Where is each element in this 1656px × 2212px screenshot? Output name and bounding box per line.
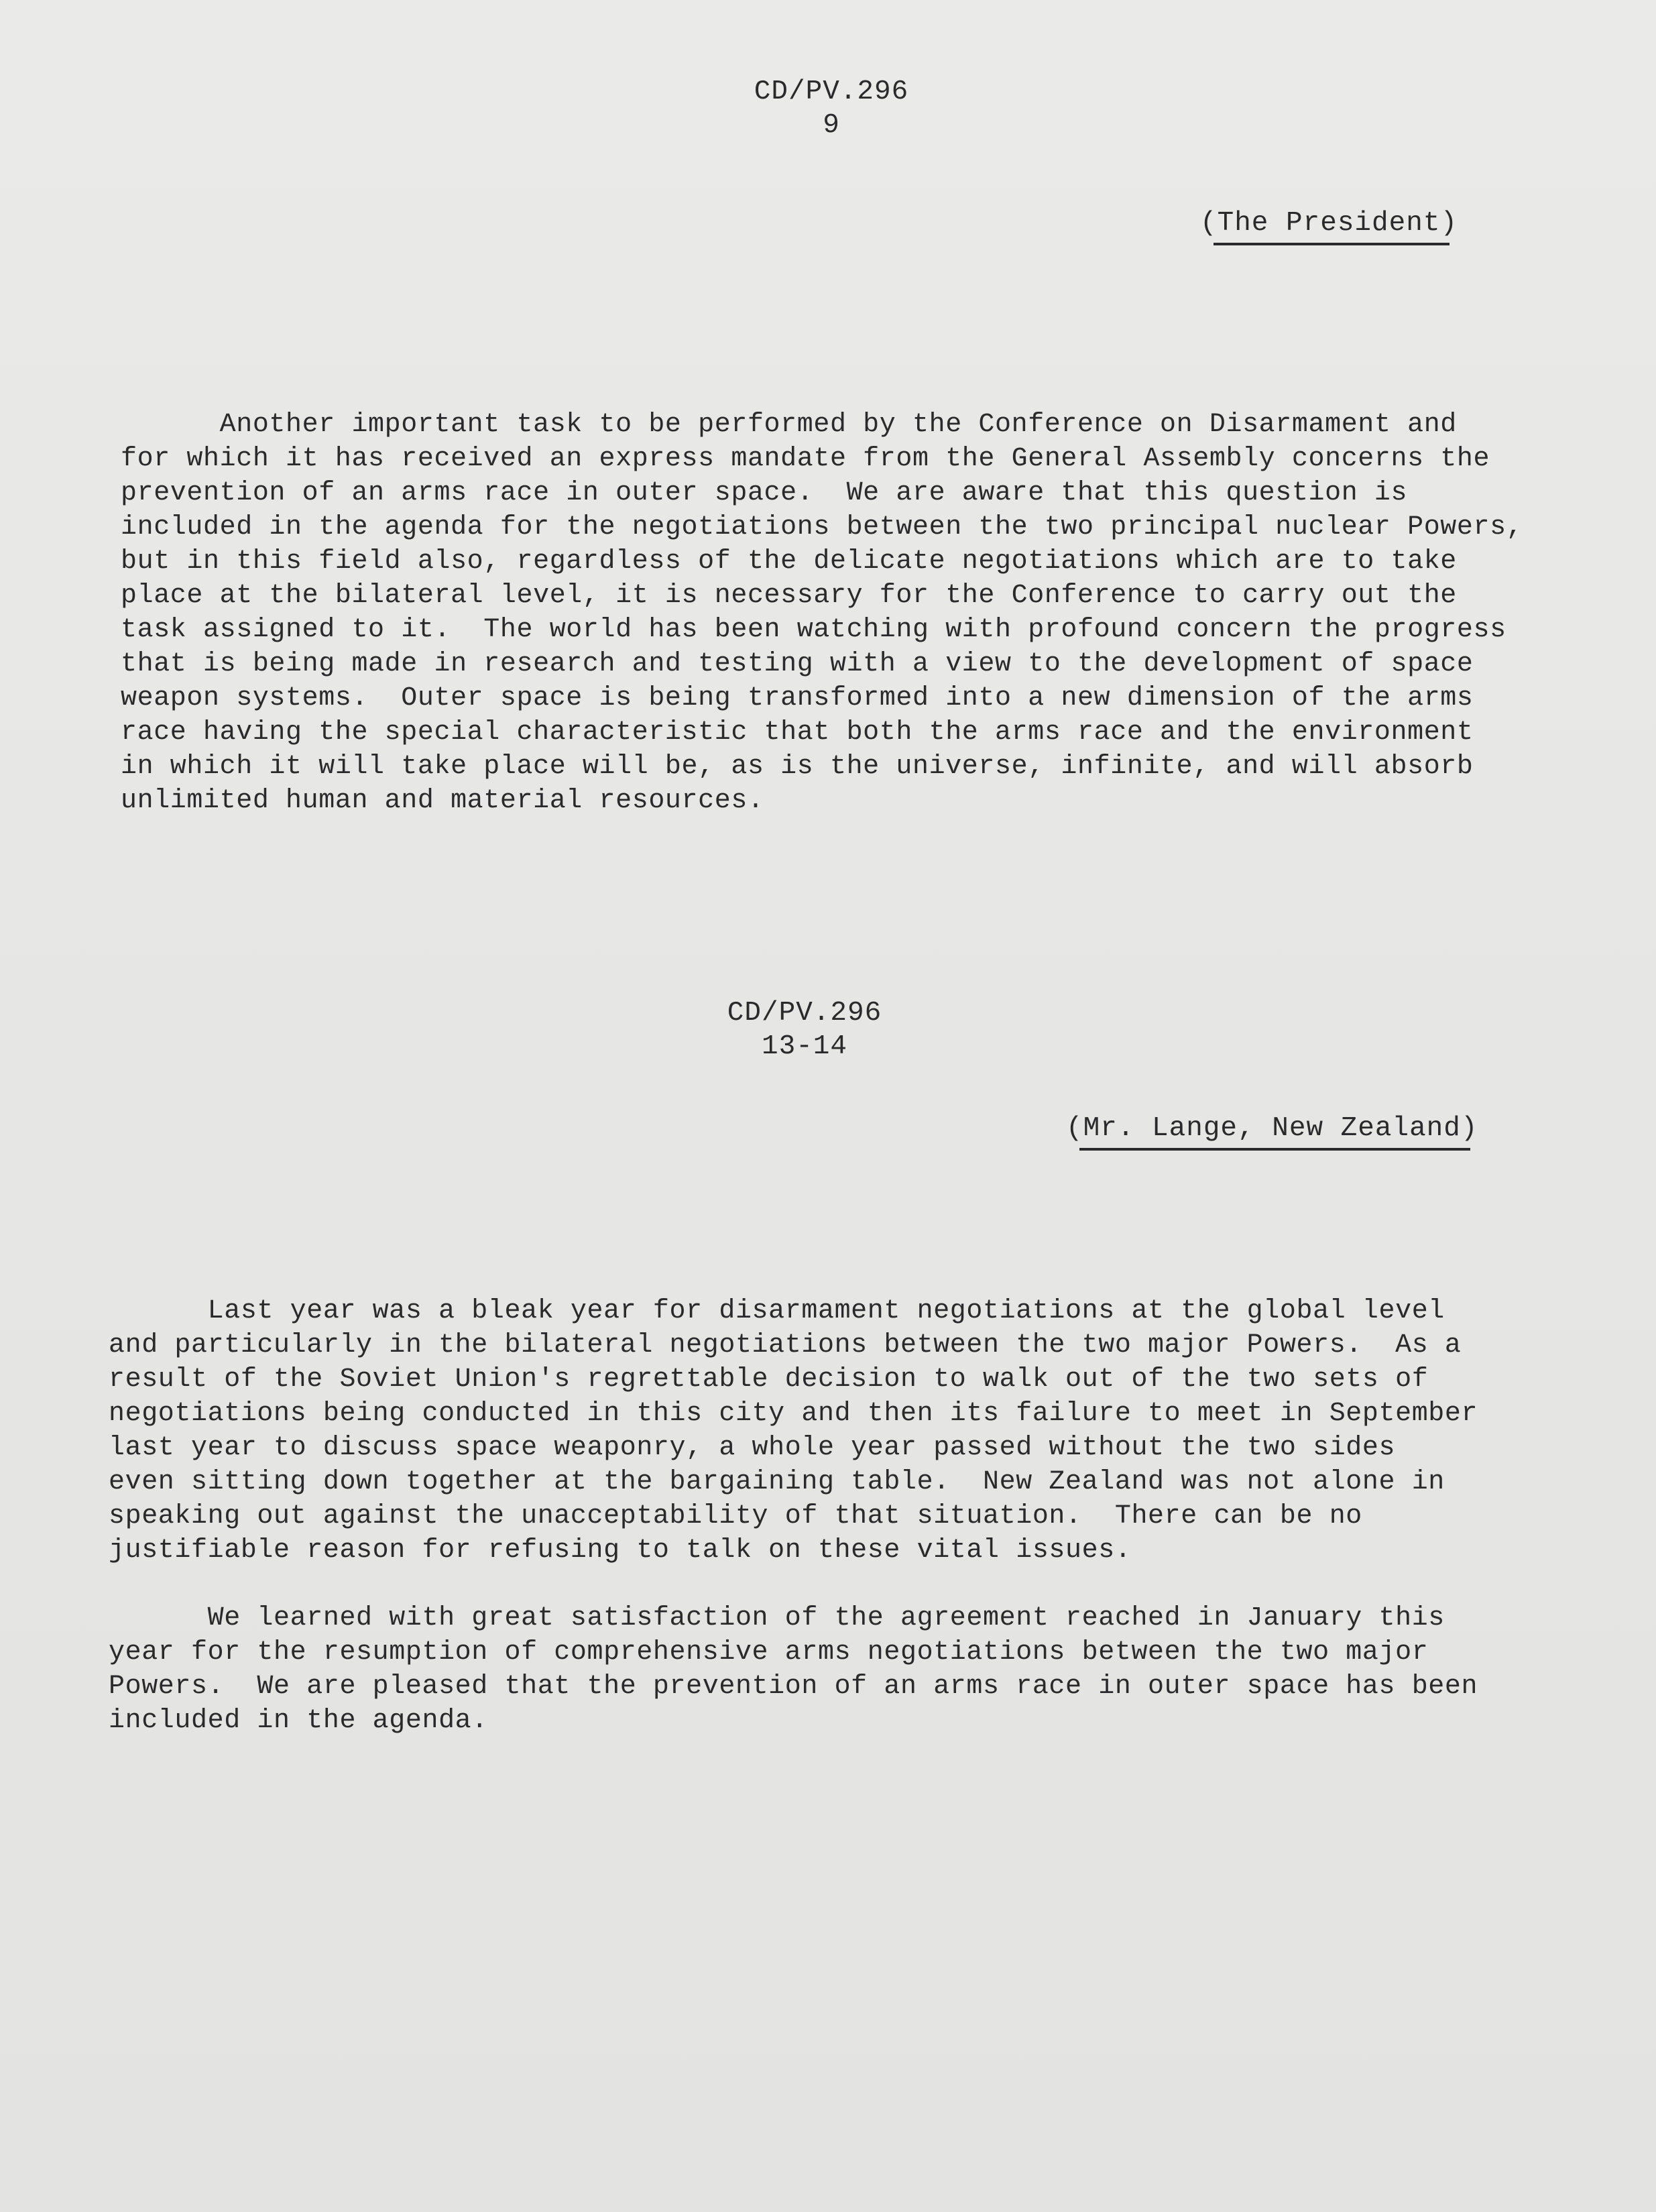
document-reference: CD/PV.296	[754, 76, 909, 107]
page-number: 13-14	[761, 1031, 848, 1062]
text-line: that is being made in research and testing with a view to the development of space	[121, 649, 1474, 679]
text-line: even sitting down together at the bargaining table. New Zealand was not alone in	[109, 1467, 1445, 1497]
text-line: year for the resumption of comprehensive arms negotiations between the two major	[109, 1637, 1429, 1668]
text-line: but in this field also, regardless of the delicate negotiations which are to take	[121, 546, 1457, 577]
page-header	[724, 75, 939, 142]
text-line: Powers. We are pleased that the prevention of an arms race in outer space has been	[109, 1672, 1478, 1702]
speaker-name: (Mr. Lange, New Zealand)	[1066, 1113, 1478, 1144]
text-line: in which it will take place will be, as is the universe, infinite, and will absorb	[121, 752, 1474, 782]
speaker-underline	[1079, 1148, 1470, 1151]
text-line: weapon systems. Outer space is being transformed into a new dimension of the arms	[121, 683, 1474, 713]
text-line: race having the special characteristic that both the arms race and the environment	[121, 717, 1474, 748]
text-line: Last year was a bleak year for disarmament negotiations at the global level	[109, 1296, 1445, 1326]
text-line: for which it has received an express mandate from the General Assembly concerns the	[121, 444, 1490, 474]
text-line: speaking out against the unacceptability of that situation. There can be no	[109, 1501, 1362, 1531]
text-line: unlimited human and material resources.	[121, 786, 764, 816]
page-number: 9	[823, 110, 840, 141]
speaker-name: (The President)	[1200, 208, 1458, 239]
page-header	[697, 996, 912, 1063]
text-line: and particularly in the bilateral negotiations between the two major Powers. As a	[109, 1330, 1462, 1360]
body-paragraph	[121, 408, 1616, 818]
text-line: included in the agenda.	[109, 1706, 488, 1736]
speaker-attribution	[1066, 1112, 1478, 1145]
text-line: result of the Soviet Union's regrettable decision to walk out of the two sets of	[109, 1364, 1429, 1395]
text-line: prevention of an arms race in outer space. We are aware that this question is	[121, 478, 1408, 508]
text-line: We learned with great satisfaction of the agreement reached in January this	[109, 1603, 1445, 1633]
text-line: place at the bilateral level, it is necessary for the Conference to carry out the	[121, 581, 1457, 611]
text-line: justifiable reason for refusing to talk on these vital issues.	[109, 1535, 1132, 1566]
text-line: Another important task to be performed by the Conference on Disarmament and	[121, 410, 1457, 440]
speaker-attribution	[1200, 207, 1458, 240]
text-line: last year to discuss space weaponry, a whole year passed without the two sides	[109, 1433, 1396, 1463]
body-paragraph	[109, 1294, 1617, 1568]
document-reference: CD/PV.296	[727, 998, 882, 1029]
text-line: included in the agenda for the negotiations between the two principal nuclear Powers,	[121, 512, 1523, 542]
text-line: negotiations being conducted in this city and then its failure to meet in September	[109, 1399, 1478, 1429]
text-line: task assigned to it. The world has been watching with profound concern the progress	[121, 615, 1506, 645]
body-paragraph	[109, 1601, 1617, 1738]
speaker-underline	[1214, 243, 1450, 245]
